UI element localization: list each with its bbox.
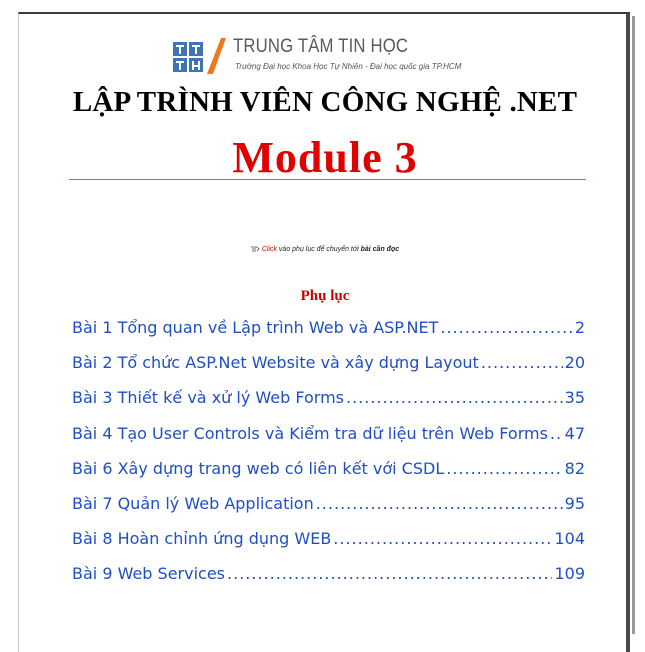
- module-title: Module 3: [232, 133, 418, 182]
- toc-entry-bai-9[interactable]: [72, 556, 585, 591]
- hand-pointer-icon: [251, 246, 260, 252]
- toc-entry-page: 82: [564, 458, 585, 478]
- toc-entry-bai-1[interactable]: [72, 310, 585, 345]
- center-logo-icon: [171, 36, 227, 78]
- center-logo: [171, 34, 461, 84]
- toc-entry-title: Bài 3 Thiết kế và xử lý Web Forms: [72, 388, 344, 408]
- toc-entry-page: 35: [564, 388, 585, 408]
- title-divider: [69, 179, 586, 180]
- toc-entry-bai-2[interactable]: [72, 345, 585, 380]
- toc-leader-dots: [346, 380, 563, 415]
- page-shadow: [632, 16, 635, 634]
- toc-leader-dots: [440, 310, 572, 345]
- toc-entry-page: 104: [554, 529, 585, 549]
- toc-entry-page: 95: [564, 493, 585, 513]
- toc-entry-bai-4[interactable]: [72, 416, 585, 451]
- toc-entry-title: Bài 7 Quản lý Web Application: [72, 493, 314, 513]
- toc-entry-bai-7[interactable]: [72, 486, 585, 521]
- center-logo-subtitle: Trường Đại học Khoa Học Tự Nhiên - Đại học quốc gia TP.HCM: [235, 62, 462, 71]
- course-title: LẬP TRÌNH VIÊN CÔNG NGHỆ .NET: [72, 86, 578, 118]
- table-of-contents: [72, 310, 585, 592]
- toc-leader-dots: [481, 345, 563, 380]
- toc-entry-title: Bài 8 Hoàn chỉnh ứng dụng WEB: [72, 529, 332, 549]
- toc-entry-page: 2: [574, 318, 585, 337]
- toc-entry-title: Bài 1 Tổng quan về Lập trình Web và ASP.NET: [72, 318, 439, 337]
- toc-leader-dots: [227, 556, 552, 591]
- toc-entry-page: 109: [554, 564, 585, 584]
- toc-entry-title: Bài 6 Xây dựng trang web có liên kết với CSDL: [72, 458, 445, 478]
- center-logo-title: TRUNG TÂM TIN HỌC: [233, 36, 409, 57]
- toc-entry-bai-8[interactable]: [72, 521, 585, 556]
- toc-entry-bai-6[interactable]: [72, 451, 585, 486]
- toc-leader-dots: [446, 451, 562, 486]
- toc-entry-title: Bài 9 Web Services: [72, 564, 226, 584]
- toc-entry-title: Bài 4 Tạo User Controls và Kiểm tra dữ liệu trên Web Forms: [72, 423, 548, 443]
- toc-leader-dots: [333, 521, 552, 556]
- toc-leader-dots: [316, 486, 563, 521]
- toc-entry-bai-3[interactable]: [72, 380, 585, 415]
- document-page: [18, 12, 630, 652]
- toc-heading: Phụ lục: [300, 288, 350, 304]
- hint-text: vào phụ lục để chuyển tới: [276, 246, 361, 253]
- toc-leader-dots: [550, 416, 563, 451]
- hint-click-word: Click: [261, 246, 277, 253]
- toc-entry-page: 20: [564, 353, 585, 373]
- navigation-hint: [19, 246, 631, 253]
- toc-entry-title: Bài 2 Tổ chức ASP.Net Website và xây dựng Layout: [72, 353, 479, 373]
- hint-bold-text: bài cần đọc: [360, 246, 400, 253]
- toc-entry-page: 47: [564, 423, 585, 443]
